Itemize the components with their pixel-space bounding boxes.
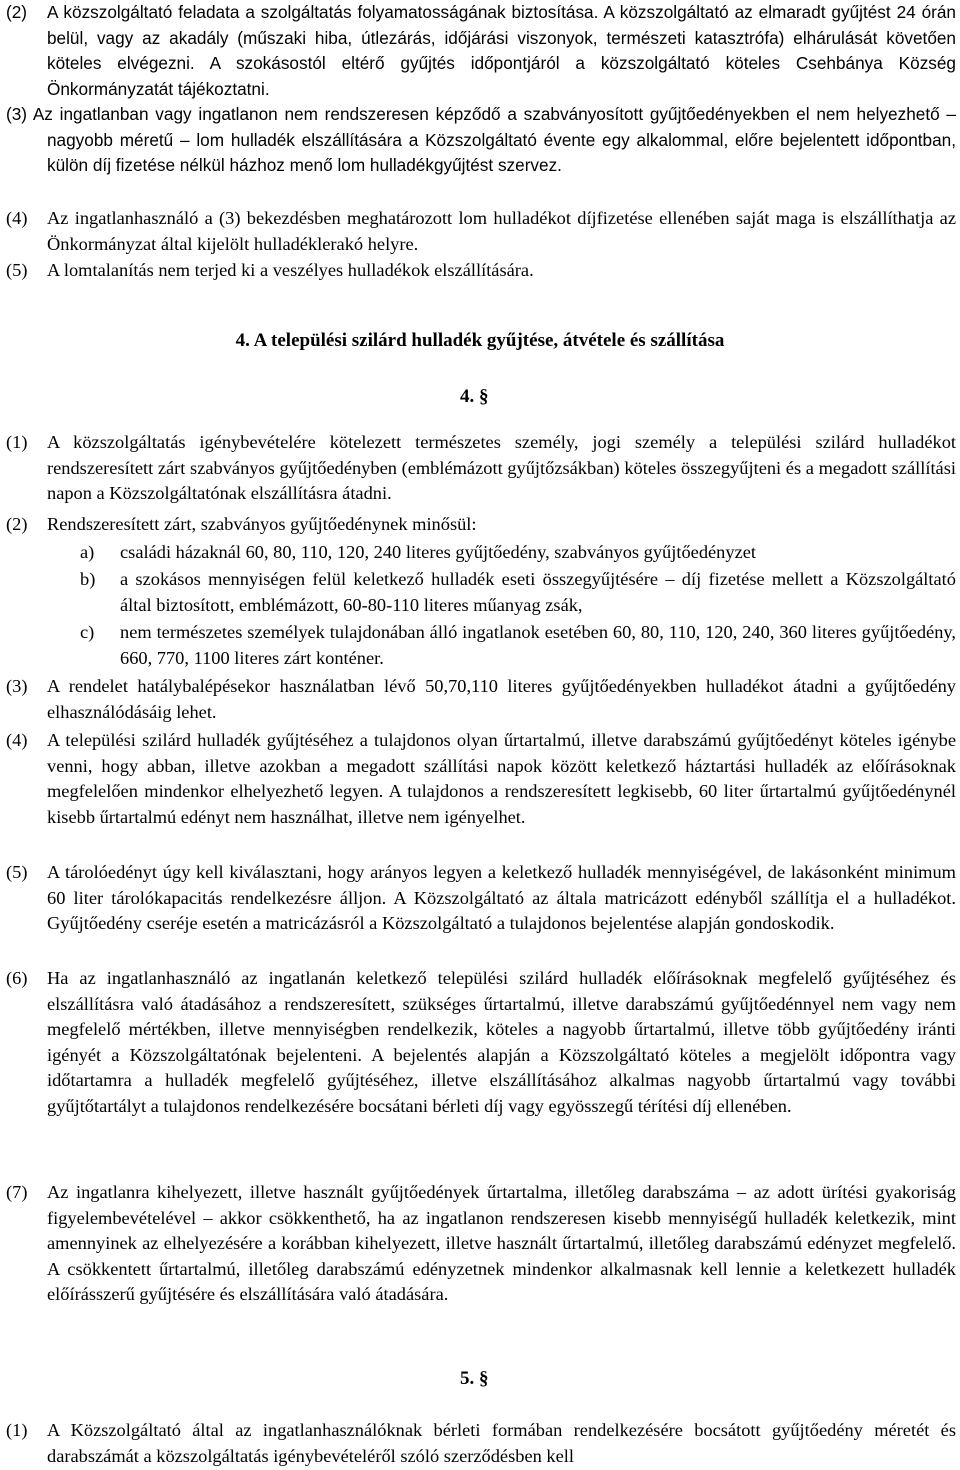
paragraph-text: Az ingatlanhasználó a (3) bekezdésben meghatározott lom hulladékot díjfizetése ellenében saját maga is elszállíthatja az Önkormányzat által kijelölt hulladéklerakó helyre. bbox=[47, 208, 956, 254]
section4-paragraph-5 bbox=[6, 860, 956, 937]
list-item-marker: c) bbox=[80, 622, 95, 642]
paragraph-text: A tárolóedényt úgy kell kiválasztani, hogy arányos legyen a keletkező hulladék mennyiségével, de lakásonként minimum 60 liter tárolókapacitás rendelkezésre álljon. A Közszolgáltató az általa matricázott edényből szállítja el a hulladékot. Gyűjtőedény cseréje esetén a matricázásról a Közszolgáltató a tulajdonos bejelentése alapján gondoskodik. bbox=[47, 862, 956, 934]
paragraph-number: (2) bbox=[6, 514, 28, 534]
paragraph-text: A Közszolgáltató által az ingatlanhasználóknak bérleti formában rendelkezésére bocsátott gyűjtőedény méretét és darabszámát a közszolgáltatás igénybevételéről szóló szerződésben kell bbox=[47, 1420, 956, 1466]
paragraph-text: Rendszeresített zárt, szabványos gyűjtőedénynek minősül: bbox=[47, 514, 477, 534]
paragraph-number: (5) bbox=[6, 260, 28, 280]
paragraph-number: (1) bbox=[6, 1420, 28, 1440]
list-item-marker: a) bbox=[80, 542, 95, 562]
section5-paragraph-1 bbox=[6, 1418, 956, 1469]
paragraph-number: (2) bbox=[6, 2, 28, 22]
paragraph-number: (4) bbox=[6, 730, 28, 750]
paragraph-text: A közszolgáltatás igénybevételére kötelezett természetes személy, jogi személy a települési szilárd hulladékot rendszeresített zárt szabványos gyűjtőedényben (emblémázott gyűjtőzsákban) köteles összegyűjteni és a megadott szállítási napon a Közszolgáltatónak elszállításra átadni. bbox=[47, 432, 956, 504]
paragraph-number: (4) bbox=[6, 208, 28, 228]
paragraph-text: A lomtalanítás nem terjed ki a veszélyes hulladékok elszállítására. bbox=[47, 260, 534, 280]
paragraph-number: (3) bbox=[6, 676, 28, 696]
paragraph-text: A települési szilárd hulladék gyűjtéséhez a tulajdonos olyan űrtartalmú, illetve darabszámú gyűjtőedényt köteles igénybe venni, hogy abban, illetve azokban a megadott szállítási napok között keletkező háztartási hulladék az előírásoknak megfelelően mindenkor elhelyezhető legyen. A tulajdonos a rendszeresített legkisebb, 60 liter űrtartalmú gyűjtőedénynél kisebb űrtartalmú edényt nem használhat, illetve nem igényelhet. bbox=[47, 730, 956, 827]
paragraph-2 bbox=[6, 0, 956, 102]
section4-paragraph-7 bbox=[6, 1180, 956, 1308]
paragraph-number: (1) bbox=[6, 432, 28, 452]
paragraph-text: (3) Az ingatlanban vagy ingatlanon nem rendszeresen képződő a szabványosított gyűjtőedényekben el nem helyezhető – nagyobb méretű – lom hulladék elszállítására a Közszolgáltató évente egy alkalommal, előre bejelentett időpontban, külön díj fizetése nélkül házhoz menő lom hulladékgyűjtést szervez. bbox=[6, 104, 956, 176]
paragraph-4 bbox=[6, 206, 956, 257]
paragraph-number: (5) bbox=[6, 862, 28, 882]
list-item-text: családi házaknál 60, 80, 110, 120, 240 literes gyűjtőedény, szabványos gyűjtőedényzet bbox=[120, 542, 757, 562]
paragraph-number: (6) bbox=[6, 968, 28, 988]
paragraph-3 bbox=[6, 102, 956, 179]
list-item-text: nem természetes személyek tulajdonában álló ingatlanok esetében 60, 80, 110, 120, 240, 360 literes gyűjtőedény, 660, 770, 1100 literes zárt konténer. bbox=[120, 622, 956, 668]
section4-paragraph-3 bbox=[6, 674, 956, 725]
list-item-text: a szokásos mennyiségen felül keletkező hulladék eseti összegyűjtésére – díj fizetése mellett a Közszolgáltató által biztosított, emblémázott, 60-80-110 literes műanyag zsák, bbox=[120, 569, 956, 615]
section4-paragraph-1 bbox=[6, 430, 956, 507]
section-number: 4. § bbox=[460, 386, 489, 407]
paragraph-number: (7) bbox=[6, 1182, 28, 1202]
paragraph-text: Az ingatlanra kihelyezett, illetve használt gyűjtőedények űrtartalma, illetőleg darabszáma – az adott ürítési gyakoriság figyelembevételével – akkor csökkenthető, ha az ingatlanon rendszeresen kisebb mennyiségű hulladék keletkezik, mint amennyinek az elhelyezésére a korábban kihelyezett, illetve használt űrtartalmú, illetőleg darabszámú edényzet megfelelő. A csökkentett űrtartalmú, illetőleg darabszámú edényzetnek mindenkor alkalmasnak kell lennie a keletkezett hulladék előírásszerű gyűjtésére és elszállítására való átadására. bbox=[47, 1182, 956, 1305]
paragraph-text: A közszolgáltató feladata a szolgáltatás folyamatosságának biztosítása. A közszolgáltató az elmaradt gyűjtést 24 órán belül, vagy az akadály (műszaki hiba, útlezárás, időjárási viszonyok, természeti katasztrófa) elhárulását követően köteles elvégezni. A szokásostól eltérő gyűjtés időpontjáról a közszolgáltató köteles Csehbánya Község Önkormányzatát tájékoztatni. bbox=[47, 2, 956, 99]
list-item-marker: b) bbox=[80, 569, 96, 589]
section4-paragraph-6 bbox=[6, 966, 956, 1120]
paragraph-text: Ha az ingatlanhasználó az ingatlanán keletkező települési szilárd hulladék előírásoknak megfelelő gyűjtéséhez és elszállításra való átadásához a rendszeresített, szükséges űrtartalmú, illetve darabszámú gyűjtőedénnyel nem vagy nem megfelelő mértékben, illetve mennyiségben rendelkezik, köteles a nagyobb űrtartalmú, illetve több gyűjtőedény iránti igényét a Közszolgáltatónak bejelenteni. A bejelentés alapján a Közszolgáltató köteles a megjelölt időpontra vagy időtartamra a hulladék megfelelő gyűjtéséhez, illetve elszállításához alkalmas nagyobb űrtartalmú vagy további gyűjtőtartályt a tulajdonos rendelkezésére bocsátani bérleti díj vagy egyösszegű térítési díj ellenében. bbox=[47, 968, 956, 1116]
paragraph-5 bbox=[6, 258, 956, 284]
paragraph-text: A rendelet hatálybalépésekor használatban lévő 50,70,110 literes gyűjtőedényekben hulladékot átadni a gyűjtőedény elhasználódásáig lehet. bbox=[47, 676, 956, 722]
list-item bbox=[80, 567, 956, 618]
list-item bbox=[80, 540, 956, 566]
chapter-heading: 4. A települési szilárd hulladék gyűjtése, átvétele és szállítása bbox=[235, 330, 725, 351]
section4-paragraph-4 bbox=[6, 728, 956, 830]
section4-paragraph-2 bbox=[6, 512, 956, 538]
section-number: 5. § bbox=[460, 1368, 489, 1389]
list-item bbox=[80, 620, 956, 671]
